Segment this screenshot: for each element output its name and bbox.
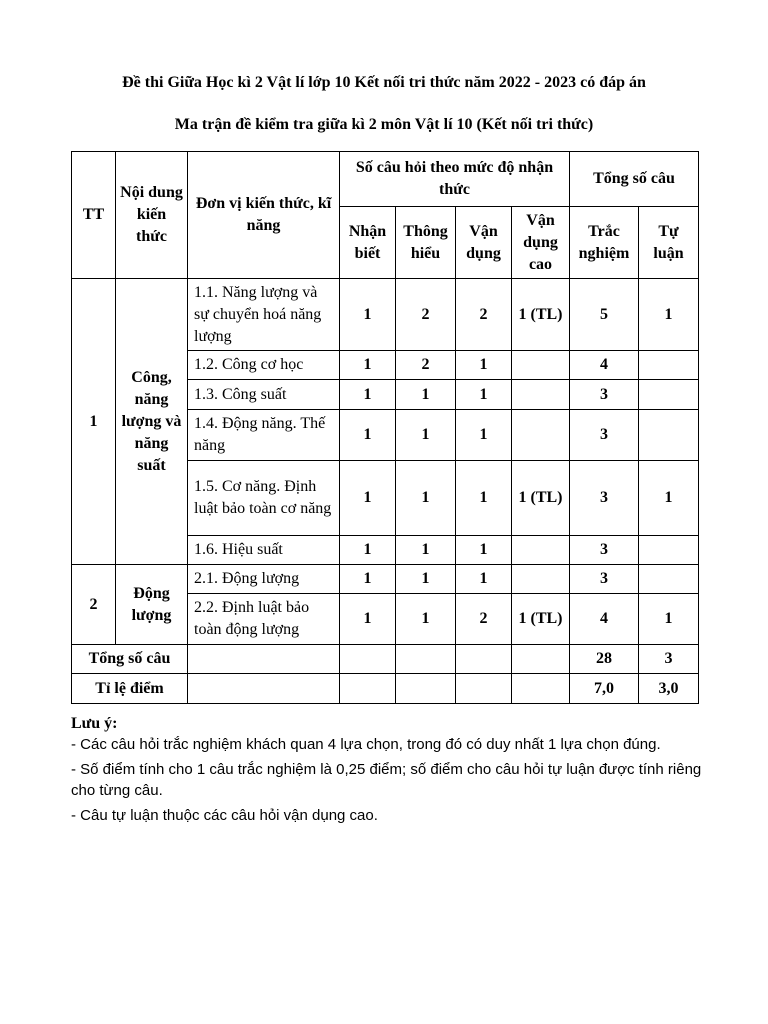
essay-cell: 1	[639, 461, 699, 536]
mcq-cell: 3	[570, 380, 639, 410]
unit-cell: 1.2. Công cơ học	[188, 351, 340, 380]
understand-cell: 1	[396, 594, 456, 645]
recognize-cell: 1	[340, 279, 396, 351]
unit-cell: 1.4. Động năng. Thế năng	[188, 410, 340, 461]
header-unit: Đơn vị kiến thức, kĩ năng	[188, 152, 340, 279]
understand-cell: 1	[396, 565, 456, 594]
ratio-label: Tỉ lệ điểm	[72, 674, 188, 704]
header-content: Nội dung kiến thức	[116, 152, 188, 279]
table-row	[72, 565, 699, 594]
apply-cell: 1	[456, 565, 512, 594]
table-header-row	[72, 152, 699, 207]
apply-cell: 2	[456, 279, 512, 351]
note-item: - Các câu hỏi trắc nghiệm khách quan 4 lựa chọn, trong đó có duy nhất 1 lựa chọn đúng.	[71, 736, 661, 753]
essay-cell: 1	[639, 594, 699, 645]
apply-cell: 1	[456, 380, 512, 410]
unit-cell: 1.3. Công suất	[188, 380, 340, 410]
apply-high-cell: 1 (TL)	[512, 461, 570, 536]
recognize-cell: 1	[340, 536, 396, 565]
understand-cell: 1	[396, 536, 456, 565]
group-name: Công, năng lượng và năng suất	[116, 279, 188, 565]
understand-cell: 1	[396, 461, 456, 536]
header-essay: Tự luận	[639, 207, 699, 279]
totals-row	[72, 645, 699, 674]
unit-cell: 2.1. Động lượng	[188, 565, 340, 594]
totals-essay: 3	[639, 645, 699, 674]
notes-heading: Lưu ý:	[71, 715, 118, 732]
mcq-cell: 3	[570, 410, 639, 461]
essay-cell: 1	[639, 279, 699, 351]
apply-high-cell	[512, 536, 570, 565]
apply-cell: 1	[456, 410, 512, 461]
totals-label: Tổng số câu	[72, 645, 188, 674]
group-name: Động lượng	[116, 565, 188, 645]
header-understand: Thông hiểu	[396, 207, 456, 279]
unit-cell: 2.2. Định luật bảo toàn động lượng	[188, 594, 340, 645]
header-apply-high: Vận dụng cao	[512, 207, 570, 279]
mcq-cell: 4	[570, 594, 639, 645]
header-recognize: Nhận biết	[340, 207, 396, 279]
group-tt: 2	[72, 565, 116, 645]
header-mcq: Trắc nghiệm	[570, 207, 639, 279]
recognize-cell: 1	[340, 594, 396, 645]
recognize-cell: 1	[340, 461, 396, 536]
apply-high-cell	[512, 410, 570, 461]
mcq-cell: 3	[570, 536, 639, 565]
essay-cell	[639, 536, 699, 565]
essay-cell	[639, 410, 699, 461]
essay-cell	[639, 565, 699, 594]
apply-cell: 1	[456, 461, 512, 536]
apply-high-cell: 1 (TL)	[512, 594, 570, 645]
understand-cell: 1	[396, 410, 456, 461]
apply-high-cell	[512, 351, 570, 380]
apply-cell: 1	[456, 351, 512, 380]
mcq-cell: 3	[570, 461, 639, 536]
group-tt: 1	[72, 279, 116, 565]
note-item: - Câu tự luận thuộc các câu hỏi vận dụng cao.	[71, 807, 378, 824]
mcq-cell: 3	[570, 565, 639, 594]
note-item: - Số điểm tính cho 1 câu trắc nghiệm là 0,25 điểm; số điểm cho câu hỏi tự luận được tính riêng cho từng câu.	[71, 761, 702, 799]
recognize-cell: 1	[340, 380, 396, 410]
apply-cell: 1	[456, 536, 512, 565]
ratio-mcq: 7,0	[570, 674, 639, 704]
ratio-essay: 3,0	[639, 674, 699, 704]
apply-cell: 2	[456, 594, 512, 645]
matrix-subtitle: Ma trận đề kiểm tra giữa kì 2 môn Vật lí 10 (Kết nối tri thức)	[174, 116, 594, 133]
totals-mcq: 28	[570, 645, 639, 674]
essay-cell	[639, 351, 699, 380]
mcq-cell: 5	[570, 279, 639, 351]
unit-cell: 1.6. Hiệu suất	[188, 536, 340, 565]
recognize-cell: 1	[340, 410, 396, 461]
recognize-cell: 1	[340, 565, 396, 594]
essay-cell	[639, 380, 699, 410]
exam-matrix-table	[71, 151, 699, 704]
header-total: Tổng số câu	[570, 152, 699, 207]
understand-cell: 1	[396, 380, 456, 410]
header-apply: Vận dụng	[456, 207, 512, 279]
header-levels: Số câu hỏi theo mức độ nhận thức	[340, 152, 570, 207]
apply-high-cell	[512, 565, 570, 594]
table-row	[72, 279, 699, 351]
ratio-row	[72, 674, 699, 704]
apply-high-cell: 1 (TL)	[512, 279, 570, 351]
notes-section	[71, 713, 711, 830]
recognize-cell: 1	[340, 351, 396, 380]
unit-cell: 1.1. Năng lượng và sự chuyển hoá năng lượng	[188, 279, 340, 351]
understand-cell: 2	[396, 279, 456, 351]
document-title: Đề thi Giữa Học kì 2 Vật lí lớp 10 Kết nối tri thức năm 2022 - 2023 có đáp án	[122, 74, 646, 91]
mcq-cell: 4	[570, 351, 639, 380]
understand-cell: 2	[396, 351, 456, 380]
apply-high-cell	[512, 380, 570, 410]
unit-cell: 1.5. Cơ năng. Định luật bảo toàn cơ năng	[188, 461, 340, 536]
header-tt: TT	[72, 152, 116, 279]
